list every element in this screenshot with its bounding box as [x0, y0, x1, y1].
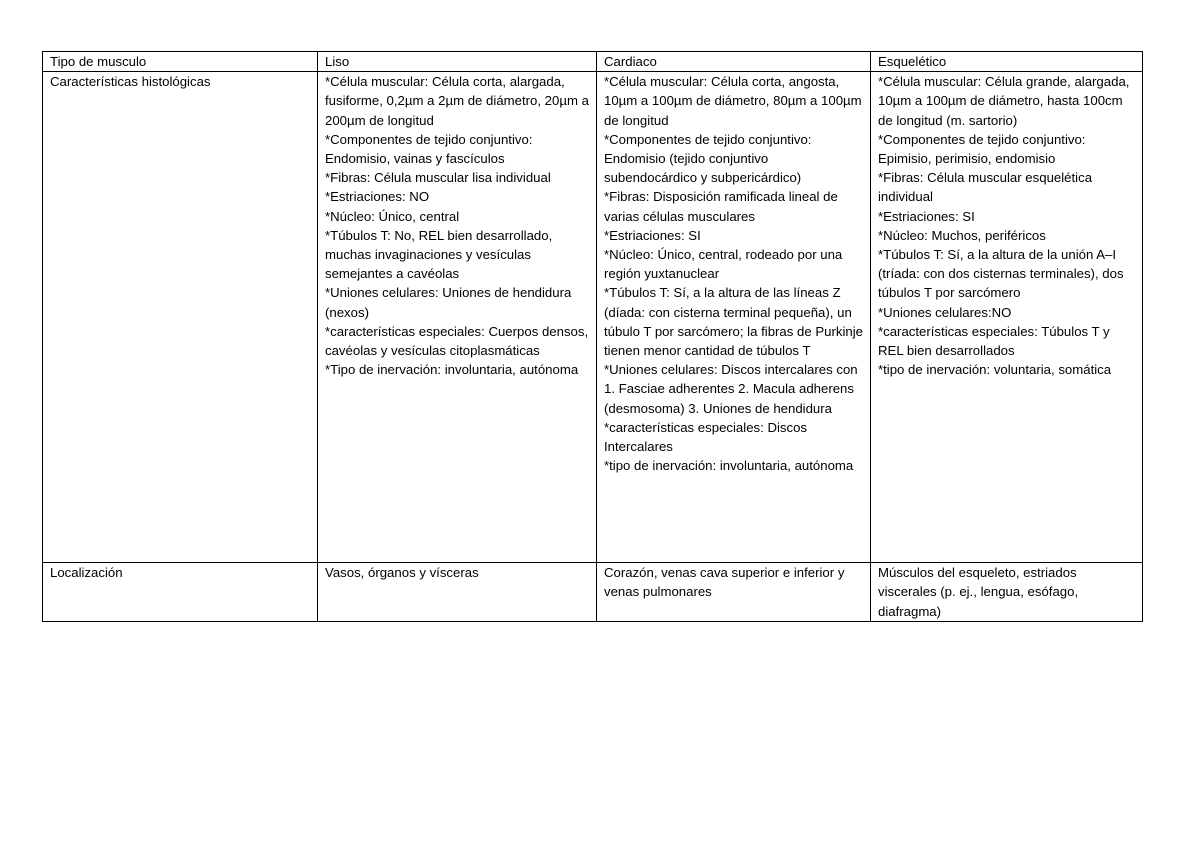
liso-fibras: *Fibras: Célula muscular lisa individual	[325, 170, 551, 186]
cardiaco-inervacion: *tipo de inervación: involuntaria, autónoma	[604, 458, 854, 474]
esqueletico-uniones-celulares: *Uniones celulares:NO	[878, 304, 1012, 320]
liso-inervacion: *Tipo de inervación: involuntaria, autónoma	[325, 362, 579, 378]
cell-liso-histologia	[318, 72, 597, 563]
cell-esqueletico-histologia	[871, 72, 1143, 563]
liso-estriaciones: *Estriaciones: NO	[325, 189, 430, 205]
esqueletico-caracteristicas-especiales: *características especiales: Túbulos T y REL bien desarrollados	[878, 323, 1110, 359]
cell-esqueletico-localizacion: Músculos del esqueleto, estriados viscerales (p. ej., lengua, esófago, diafragma)	[871, 563, 1143, 622]
esqueletico-fibras: *Fibras: Célula muscular esquelética individual	[878, 170, 1093, 205]
cardiaco-tubulos-t: *Túbulos T: Sí, a la altura de las líneas Z (díada: con cisterna terminal pequeña), un túbulo T por sarcómero; la fibras de Purkinje tienen menor cantidad de túbulos T	[604, 285, 863, 359]
table-row-histologia	[43, 72, 1143, 563]
header-esqueletico: Esquelético	[871, 52, 1143, 72]
liso-nucleo: *Núcleo: Único, central	[325, 208, 460, 224]
cardiaco-estriaciones: *Estriaciones: SI	[604, 227, 701, 243]
cell-cardiaco-histologia	[597, 72, 871, 563]
cardiaco-nucleo: *Núcleo: Único, central, rodeado por una región yuxtanuclear	[604, 247, 843, 282]
header-liso: Liso	[318, 52, 597, 72]
cardiaco-caracteristicas-especiales: *características especiales: Discos Intercalares	[604, 419, 808, 455]
header-tipo-de-musculo: Tipo de musculo	[43, 52, 318, 72]
esqueletico-tejido-conjuntivo: *Componentes de tejido conjuntivo: Epimisio, perimisio, endomisio	[878, 131, 1086, 167]
liso-caracteristicas-especiales: *características especiales: Cuerpos densos, cavéolas y vesículas citoplasmáticas	[325, 323, 589, 359]
cardiaco-fibras: *Fibras: Disposición ramificada lineal de varias células musculares	[604, 189, 838, 224]
row-label-histologia: Características histológicas	[43, 72, 318, 563]
cell-cardiaco-localizacion: Corazón, venas cava superior e inferior y venas pulmonares	[597, 563, 871, 622]
esqueletico-nucleo: *Núcleo: Muchos, periféricos	[878, 227, 1046, 243]
esqueletico-celula-muscular: *Célula muscular: Célula grande, alargada, 10µm a 100µm de diámetro, hasta 100cm de longitud (m. sartorio)	[878, 74, 1130, 128]
esqueletico-tubulos-t: *Túbulos T: Sí, a la altura de la unión A–I (tríada: con dos cisternas terminales), dos túbulos T por sarcómero	[878, 247, 1124, 301]
table-header-row	[43, 52, 1143, 72]
liso-tubulos-t: *Túbulos T: No, REL bien desarrollado, muchas invaginaciones y vesículas semejantes a cavéolas	[325, 227, 553, 282]
header-cardiaco: Cardiaco	[597, 52, 871, 72]
esqueletico-estriaciones: *Estriaciones: SI	[878, 208, 975, 224]
cardiaco-tejido-conjuntivo: *Componentes de tejido conjuntivo: Endomisio (tejido conjuntivo subendocárdico y subpericárdico)	[604, 131, 812, 186]
liso-uniones-celulares: *Uniones celulares: Uniones de hendidura (nexos)	[325, 285, 572, 320]
muscle-comparison-table	[42, 51, 1143, 622]
esqueletico-inervacion: *tipo de inervación: voluntaria, somática	[878, 362, 1112, 378]
row-label-localizacion: Localización	[43, 563, 318, 622]
liso-tejido-conjuntivo: *Componentes de tejido conjuntivo: Endomisio, vainas y fascículos	[325, 131, 533, 167]
table-row-localizacion	[43, 563, 1143, 622]
cardiaco-celula-muscular: *Célula muscular: Célula corta, angosta, 10µm a 100µm de diámetro, 80µm a 100µm de longitud	[604, 74, 862, 128]
liso-celula-muscular: *Célula muscular: Célula corta, alargada, fusiforme, 0,2µm a 2µm de diámetro, 20µm a 200µm de longitud	[325, 74, 589, 128]
cell-liso-localizacion: Vasos, órganos y vísceras	[318, 563, 597, 622]
cardiaco-uniones-celulares: *Uniones celulares: Discos intercalares con 1. Fasciae adherentes 2. Macula adherens (desmosoma) 3. Uniones de hendidura	[604, 362, 858, 416]
